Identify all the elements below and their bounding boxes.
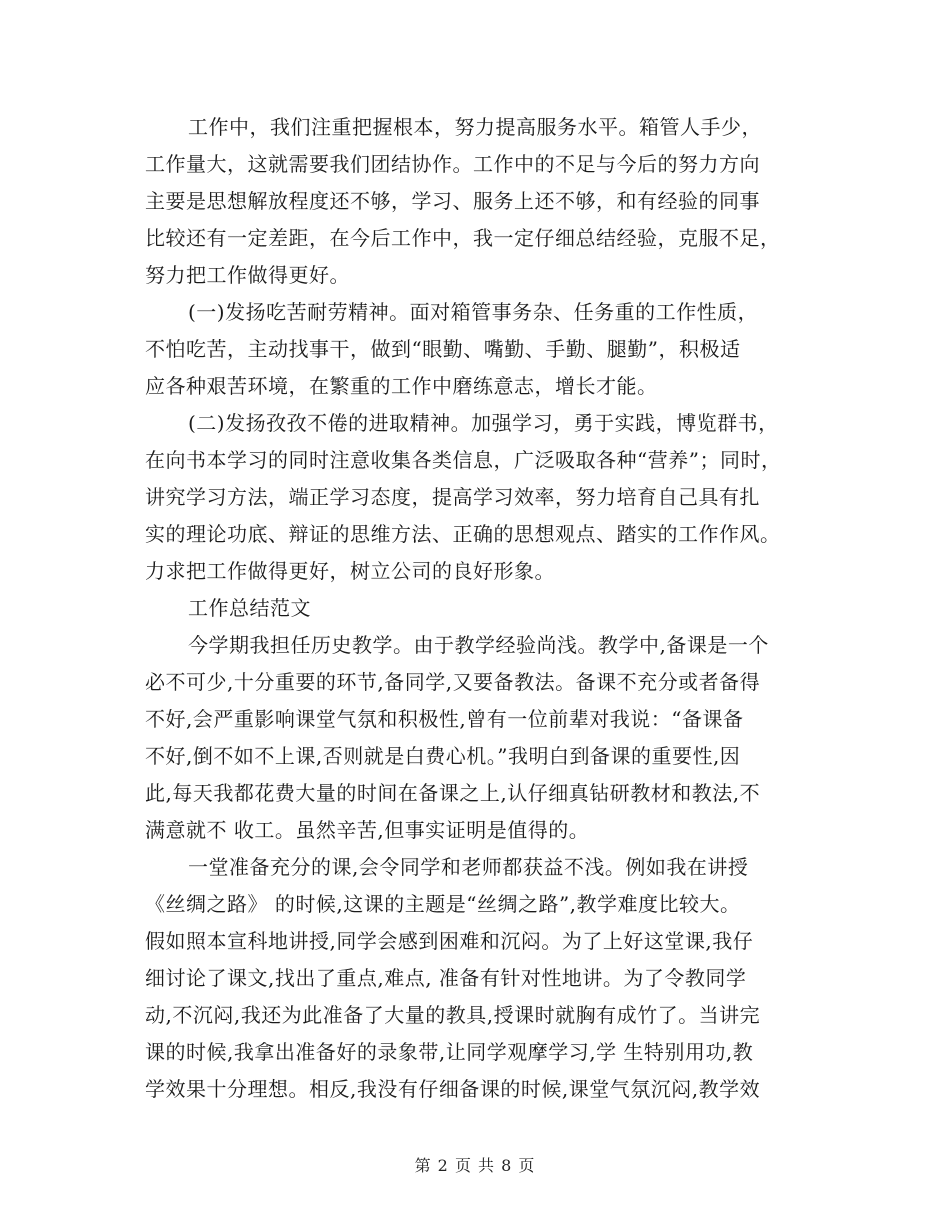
section-heading: 工作总结范文 (188, 596, 311, 620)
text-line: 《丝绸之路》 的时候,这课的主题是“丝绸之路”,教学难度比较大。 (145, 892, 741, 916)
text-line: 讲究学习方法，端正学习态度，提高学习效率，努力培育自己具有扎 (145, 485, 760, 509)
text-line: 细讨论了课文,找出了重点,难点, 准备有针对性地讲。为了令教同学 (145, 966, 747, 990)
text-line: 一堂准备充分的课,会令同学和老师都获益不浅。例如我在讲授 (188, 855, 749, 879)
text-line: 应各种艰苦环境，在繁重的工作中磨练意志，增长才能。 (145, 374, 658, 398)
text-line: 不好,倒不如不上课,否则就是白费心机。”我明白到备课的重要性,因 (145, 744, 741, 768)
text-line: 工作量大，这就需要我们团结协作。工作中的不足与今后的努力方向 (145, 152, 760, 176)
text-line: 假如照本宣科地讲授,同学会感到困难和沉闷。为了上好这堂课,我仔 (145, 929, 754, 953)
text-line: (二)发扬孜孜不倦的进取精神。加强学习，勇于实践，博览群书， (188, 411, 779, 435)
text-line: 努力把工作做得更好。 (145, 263, 350, 287)
text-line: 学效果十分理想。相反,我没有仔细备课的时候,课堂气氛沉闷,教学效 (145, 1077, 761, 1101)
text-line: 不好,会严重影响课堂气氛和积极性,曾有一位前辈对我说：“备课备 (145, 707, 744, 731)
text-line: 满意就不 收工。虽然辛苦,但事实证明是值得的。 (145, 818, 590, 842)
text-line: 课的时候,我拿出准备好的录象带,让同学观摩学习,学 生特别用功,教 (145, 1040, 754, 1064)
text-line: 不怕吃苦，主动找事干，做到“眼勤、嘴勤、手勤、腿勤”，积极适 (145, 337, 741, 361)
text-line: 在向书本学习的同时注意收集各类信息，广泛吸取各种“营养”；同时， (145, 448, 782, 472)
text-line: 今学期我担任历史教学。由于教学经验尚浅。教学中,备课是一个 (188, 633, 769, 657)
page-number-footer: 第 2 页 共 8 页 (414, 1156, 536, 1175)
text-line: 工作中，我们注重把握根本，努力提高服务水平。箱管人手少， (188, 115, 762, 139)
text-line: 力求把工作做得更好，树立公司的良好形象。 (145, 559, 555, 583)
text-line: 必不可少,十分重要的环节,备同学,又要备教法。备课不充分或者备得 (145, 670, 761, 694)
text-line: 此,每天我都花费大量的时间在备课之上,认仔细真钻研教材和教法,不 (145, 781, 761, 805)
text-line: 实的理论功底、辩证的思维方法、正确的思想观点、踏实的工作作风。 (145, 522, 781, 546)
text-line: (一)发扬吃苦耐劳精神。面对箱管事务杂、任务重的工作性质， (188, 300, 759, 324)
text-line: 比较还有一定差距，在今后工作中，我一定仔细总结经验，克服不足， (145, 226, 781, 250)
text-line: 动,不沉闷,我还为此准备了大量的教具,授课时就胸有成竹了。当讲完 (145, 1003, 761, 1027)
text-line: 主要是思想解放程度还不够，学习、服务上还不够，和有经验的同事 (145, 189, 760, 213)
